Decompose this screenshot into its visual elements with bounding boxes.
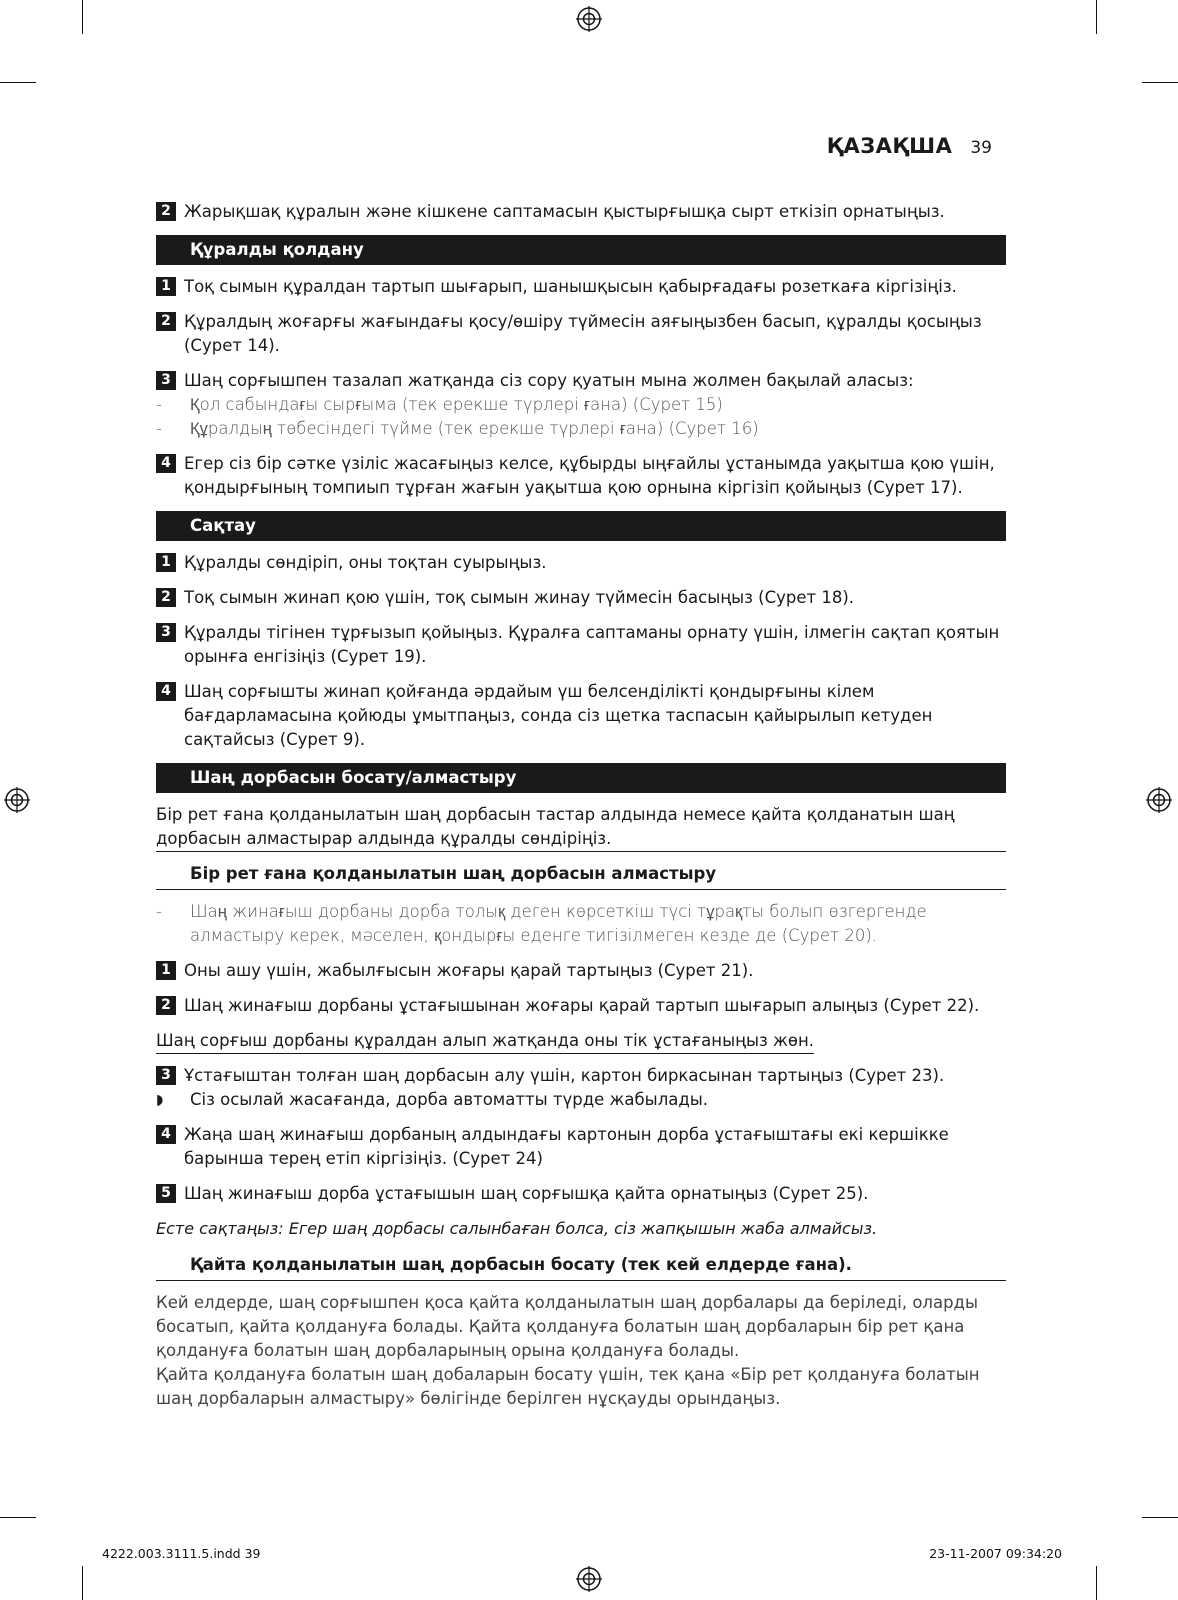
- step-number: 4: [156, 682, 176, 701]
- registration-mark-icon: [4, 787, 30, 813]
- step-text: Тоқ сымын жинап қою үшін, тоқ сымын жинау түймесін басыңыз (Сурет 18).: [184, 588, 855, 607]
- result-text: Сіз осылай жасағанда, дорба автоматты түрде жабылады.: [190, 1090, 709, 1109]
- step-text: Жаңа шаң жинағыш дорбаның алдындағы картонын дорба ұстағыштағы екі кершікке барынша терең етіп кіргізіңіз. (Сурет 24): [184, 1125, 949, 1168]
- step-item: [156, 452, 1006, 500]
- step-item: [156, 1064, 1006, 1088]
- step-text: Тоқ сымын құралдан тартып шығарып, шанышқысын қабырғадағы розеткаға кіргізіңіз.: [184, 277, 957, 296]
- dash-item: [156, 393, 1006, 417]
- footer-timestamp: 23-11-2007 09:34:20: [929, 1546, 1062, 1561]
- warning-text: [156, 803, 1006, 862]
- step-item: [156, 1182, 1006, 1206]
- page-number: 39: [970, 138, 992, 158]
- section-heading-dust-bag: Шаң дорбасын босату/алмастыру: [156, 763, 1006, 793]
- registration-mark-icon: [576, 1566, 602, 1592]
- registration-mark-icon: [576, 6, 602, 32]
- dash-item: [156, 417, 1006, 441]
- step-number: 1: [156, 961, 176, 980]
- step-text: Құралды тігінен тұрғызып қойыңыз. Құралға саптаманы орнату үшін, ілмегін сақтап қоятын орынға енгізіңіз (Сурет 19).: [184, 623, 1000, 666]
- section-heading-storage: Сақтау: [156, 511, 1006, 541]
- crop-mark: [1142, 82, 1178, 83]
- step-text: Шаң сорғышты жинап қойғанда әрдайым үш белсенділікті қондырғыны кілем бағдарламасына қойюды ұмытпаңыз, сонда сіз щетка таспасын қайырылып кетуден сақтайсыз (Сурет 9).: [184, 682, 933, 749]
- dash-text: Құралдың төбесіндегі түйме (тек ерекше түрлері ғана) (Сурет 16): [190, 419, 759, 438]
- step-number: 3: [156, 1066, 176, 1085]
- step-number: 4: [156, 1125, 176, 1144]
- registration-mark-icon: [1146, 787, 1172, 813]
- crop-mark: [1142, 1517, 1178, 1518]
- step-number: 2: [156, 312, 176, 331]
- language-title: ҚАЗАҚША: [826, 134, 953, 158]
- result-item: [156, 1088, 1006, 1112]
- step-item: [156, 680, 1006, 752]
- crop-mark: [0, 82, 36, 83]
- step-item: [156, 994, 1006, 1018]
- step-item: [156, 200, 1006, 224]
- step-text: Ұстағыштан толған шаң дорбасын алу үшін, картон биркасынан тартыңыз (Сурет 23).: [184, 1066, 945, 1085]
- step-item: [156, 959, 1006, 983]
- step-number: 2: [156, 588, 176, 607]
- page-content: [156, 200, 1006, 1411]
- crop-mark: [1096, 1566, 1097, 1600]
- step-item: [156, 369, 1006, 393]
- warning-underlined: Шаң сорғыш дорбаны құралдан алып жатқанда оны тік ұстағаныңыз жөн.: [156, 1029, 814, 1054]
- paragraph: Қайта қолдануға болатын шаң добаларын босату үшін, тек қана «Бір рет қолдануға болатын шаң дорбаларын алмастыру» бөлігінде берілген нұсқауды орындаңыз.: [156, 1365, 980, 1408]
- step-number: 5: [156, 1184, 176, 1203]
- step-item: [156, 1123, 1006, 1171]
- step-number: 2: [156, 996, 176, 1015]
- step-text: Оны ашу үшін, жабылғысын жоғары қарай тартыңыз (Сурет 21).: [184, 961, 754, 980]
- step-number: 2: [156, 202, 176, 221]
- step-item: [156, 586, 1006, 610]
- step-text: Жарықшақ құралын және кішкене саптамасын қыстырғышқа сырт еткізіп орнатыңыз.: [184, 202, 945, 221]
- paragraph: Кей елдерде, шаң сорғышпен қоса қайта қолданылатын шаң дорбалары да беріледі, оларды босатып, қайта қолдануға болады. Қайта қолдануға болатын шаң дорбаларын бір рет қана қолдануға болатын шаң дорбаларының орына қолдануға болады.: [156, 1293, 978, 1360]
- result-arrow-icon: ◗: [156, 1092, 164, 1108]
- crop-mark: [82, 1566, 83, 1600]
- step-number: 3: [156, 371, 176, 390]
- dash-item: [156, 900, 1006, 948]
- step-item: [156, 275, 1006, 299]
- step-number: 1: [156, 277, 176, 296]
- step-text: Егер сіз бір сәтке үзіліс жасағыңыз келсе, құбырды ыңғайлы ұстанымда уақытша қою үшін, қондырғының томпиып тұрған жағын уақытша қою орнына кіргізіп қойыңыз (Сурет 17).: [184, 454, 995, 497]
- dash-symbol: -: [156, 395, 162, 414]
- crop-mark: [1096, 0, 1097, 34]
- step-number: 3: [156, 623, 176, 642]
- note-text: Есте сақтаңыз: Егер шаң дорбасы салынбаған болса, сіз жапқышын жаба алмайсыз.: [156, 1219, 878, 1238]
- step-number: 4: [156, 454, 176, 473]
- step-item: [156, 551, 1006, 575]
- warning-underlined: Бір рет ғана қолданылатын шаң дорбасын тастар алдында немесе қайта қолданатын шаң дорбасын алмастырар алдында құралды сөндіріңіз.: [156, 803, 1006, 852]
- dash-text: Қол сабындағы сырғыма (тек ерекше түрлері ғана) (Сурет 15): [190, 395, 723, 414]
- step-text: Құралды сөндіріп, оны тоқтан суырыңыз.: [184, 553, 547, 572]
- crop-mark: [0, 1517, 36, 1518]
- step-text: Шаң жинағыш дорба ұстағышын шаң сорғышқа қайта орнатыңыз (Сурет 25).: [184, 1184, 869, 1203]
- dash-symbol: -: [156, 902, 162, 921]
- step-text: Құралдың жоғарғы жағындағы қосу/өшіру түймесін аяғыңызбен басып, құралды қосыңыз (Сурет 14).: [184, 312, 982, 355]
- step-text: Шаң сорғышпен тазалап жатқанда сіз сору қуатын мына жолмен бақылай аласыз:: [184, 371, 914, 390]
- dash-symbol: -: [156, 419, 162, 438]
- subheading-reusable-bag: Қайта қолданылатын шаң дорбасын босату (тек кей елдерде ғана).: [156, 1253, 1006, 1281]
- step-number: 1: [156, 553, 176, 572]
- warning-text: [156, 1029, 1006, 1064]
- step-item: [156, 621, 1006, 669]
- section-heading-usage: Құралды қолдану: [156, 235, 1006, 265]
- step-text: Шаң жинағыш дорбаны ұстағышынан жоғары қарай тартып шығарып алыңыз (Сурет 22).: [184, 996, 980, 1015]
- step-item: [156, 310, 1006, 358]
- page-header: [827, 134, 992, 158]
- footer-file-info: 4222.003.3111.5.indd 39: [102, 1546, 261, 1561]
- dash-text: Шаң жинағыш дорбаны дорба толық деген көрсеткіш түсі тұрақты болып өзгергенде алмастыру керек, мәселен, қондырғы еденге тигізілмеген кезде де (Сурет 20).: [190, 902, 927, 945]
- crop-mark: [82, 0, 83, 34]
- subheading-disposable-bag: Бір рет ғана қолданылатын шаң дорбасын алмастыру: [156, 862, 1006, 890]
